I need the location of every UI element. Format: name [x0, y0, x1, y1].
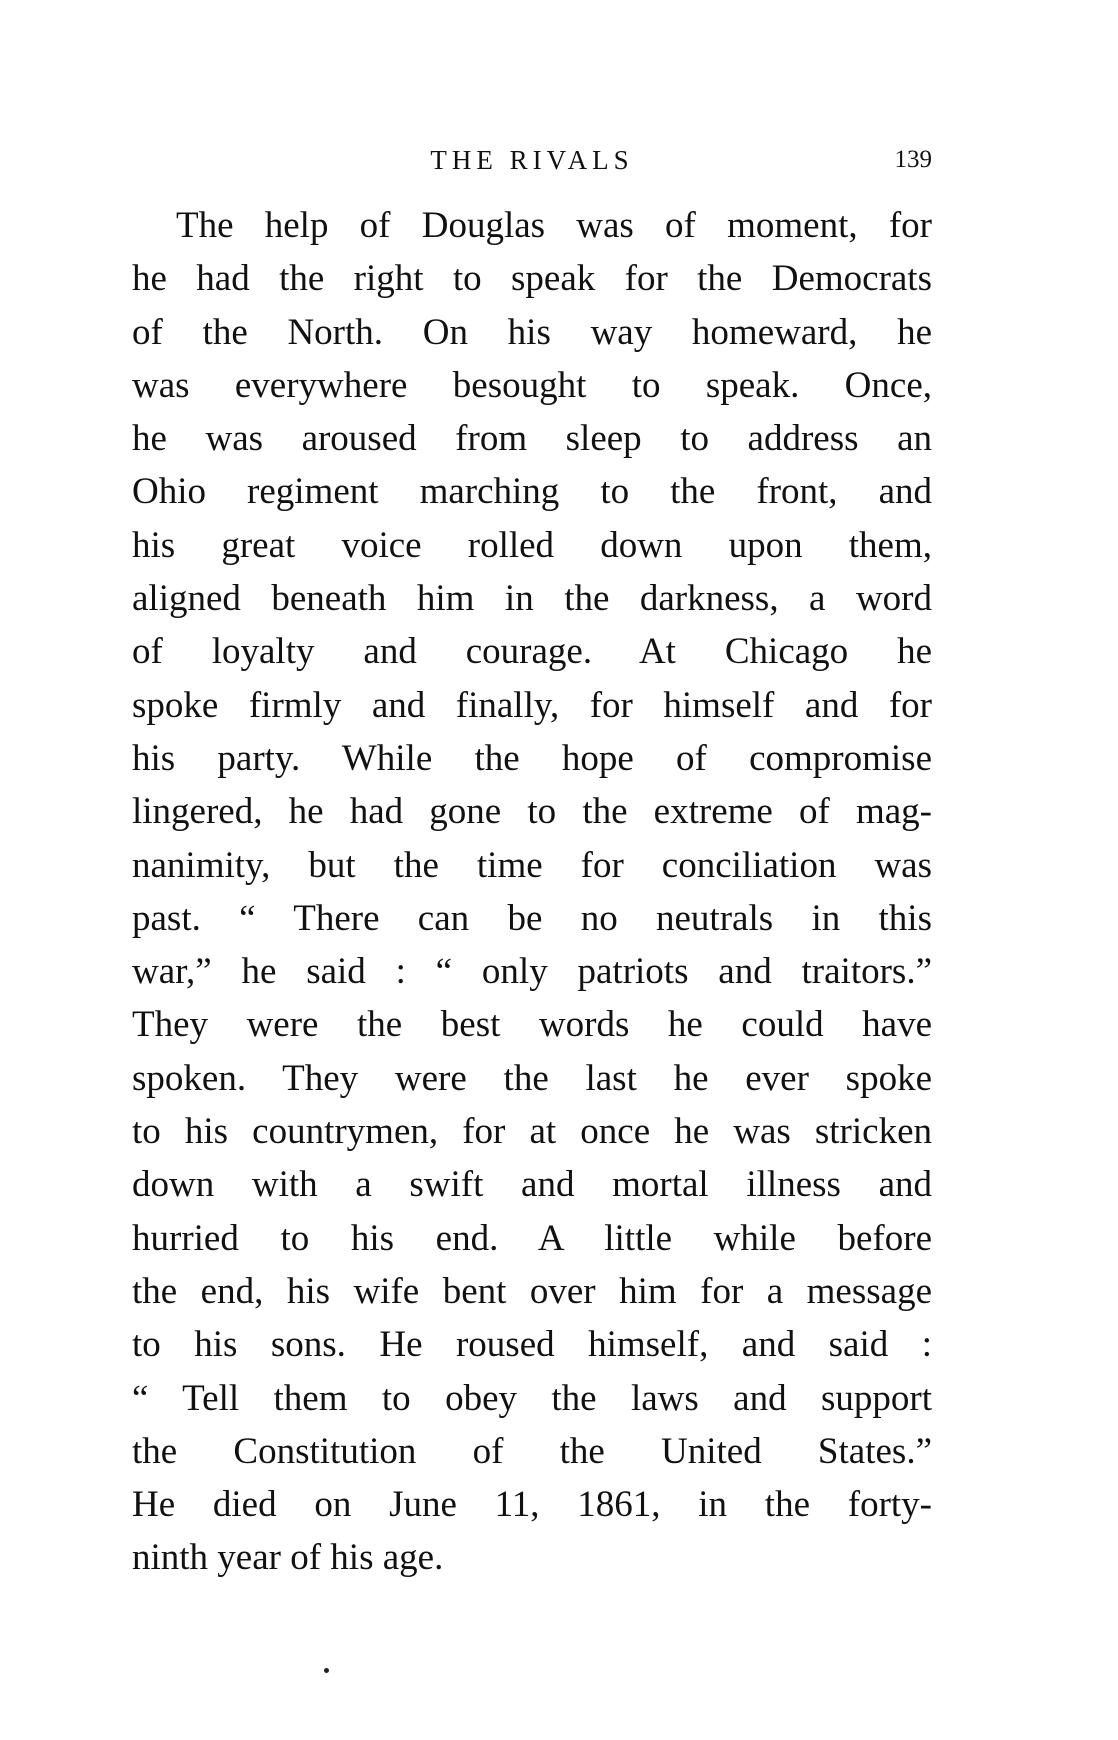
print-speck — [324, 1668, 329, 1673]
text-line: to his countrymen, for at once he was stricken — [132, 1111, 932, 1153]
text-line: war,” he said : “ only patriots and traitors.” — [132, 951, 932, 993]
running-head — [132, 140, 932, 180]
page-number: 139 — [894, 146, 932, 173]
text-line: the Constitution of the United States.” — [132, 1430, 932, 1472]
text-line: he was aroused from sleep to address an — [132, 418, 932, 460]
text-line: nanimity, but the time for conciliation was — [132, 844, 932, 886]
text-line: hurried to his end. A little while before — [132, 1217, 932, 1259]
body-paragraph — [132, 199, 932, 1585]
text-line: ninth year of his age. — [132, 1537, 444, 1579]
text-line: They were the best words he could have — [132, 1004, 932, 1046]
text-line: spoken. They were the last he ever spoke — [132, 1057, 932, 1099]
text-line: The help of Douglas was of moment, for — [176, 205, 932, 246]
text-line: aligned beneath him in the darkness, a word — [132, 578, 932, 620]
text-line: was everywhere besought to speak. Once, — [132, 364, 932, 406]
text-line: the end, his wife bent over him for a message — [132, 1270, 932, 1312]
running-title: THE RIVALS — [430, 145, 634, 175]
text-line: he had the right to speak for the Democrats — [132, 258, 932, 300]
text-line: to his sons. He roused himself, and said : — [132, 1324, 932, 1366]
text-line: spoke firmly and finally, for himself and for — [132, 684, 932, 726]
text-line: He died on June 11, 1861, in the forty- — [132, 1484, 932, 1526]
text-line: of the North. On his way homeward, he — [132, 311, 932, 353]
text-line: lingered, he had gone to the extreme of mag- — [132, 791, 932, 833]
text-line: down with a swift and mortal illness and — [132, 1164, 932, 1206]
text-line: his party. While the hope of compromise — [132, 737, 932, 779]
text-line: past. “ There can be no neutrals in this — [132, 897, 932, 939]
text-line: his great voice rolled down upon them, — [132, 524, 932, 566]
text-line: “ Tell them to obey the laws and support — [132, 1377, 932, 1419]
text-line: Ohio regiment marching to the front, and — [132, 471, 932, 513]
text-line: of loyalty and courage. At Chicago he — [132, 631, 932, 673]
